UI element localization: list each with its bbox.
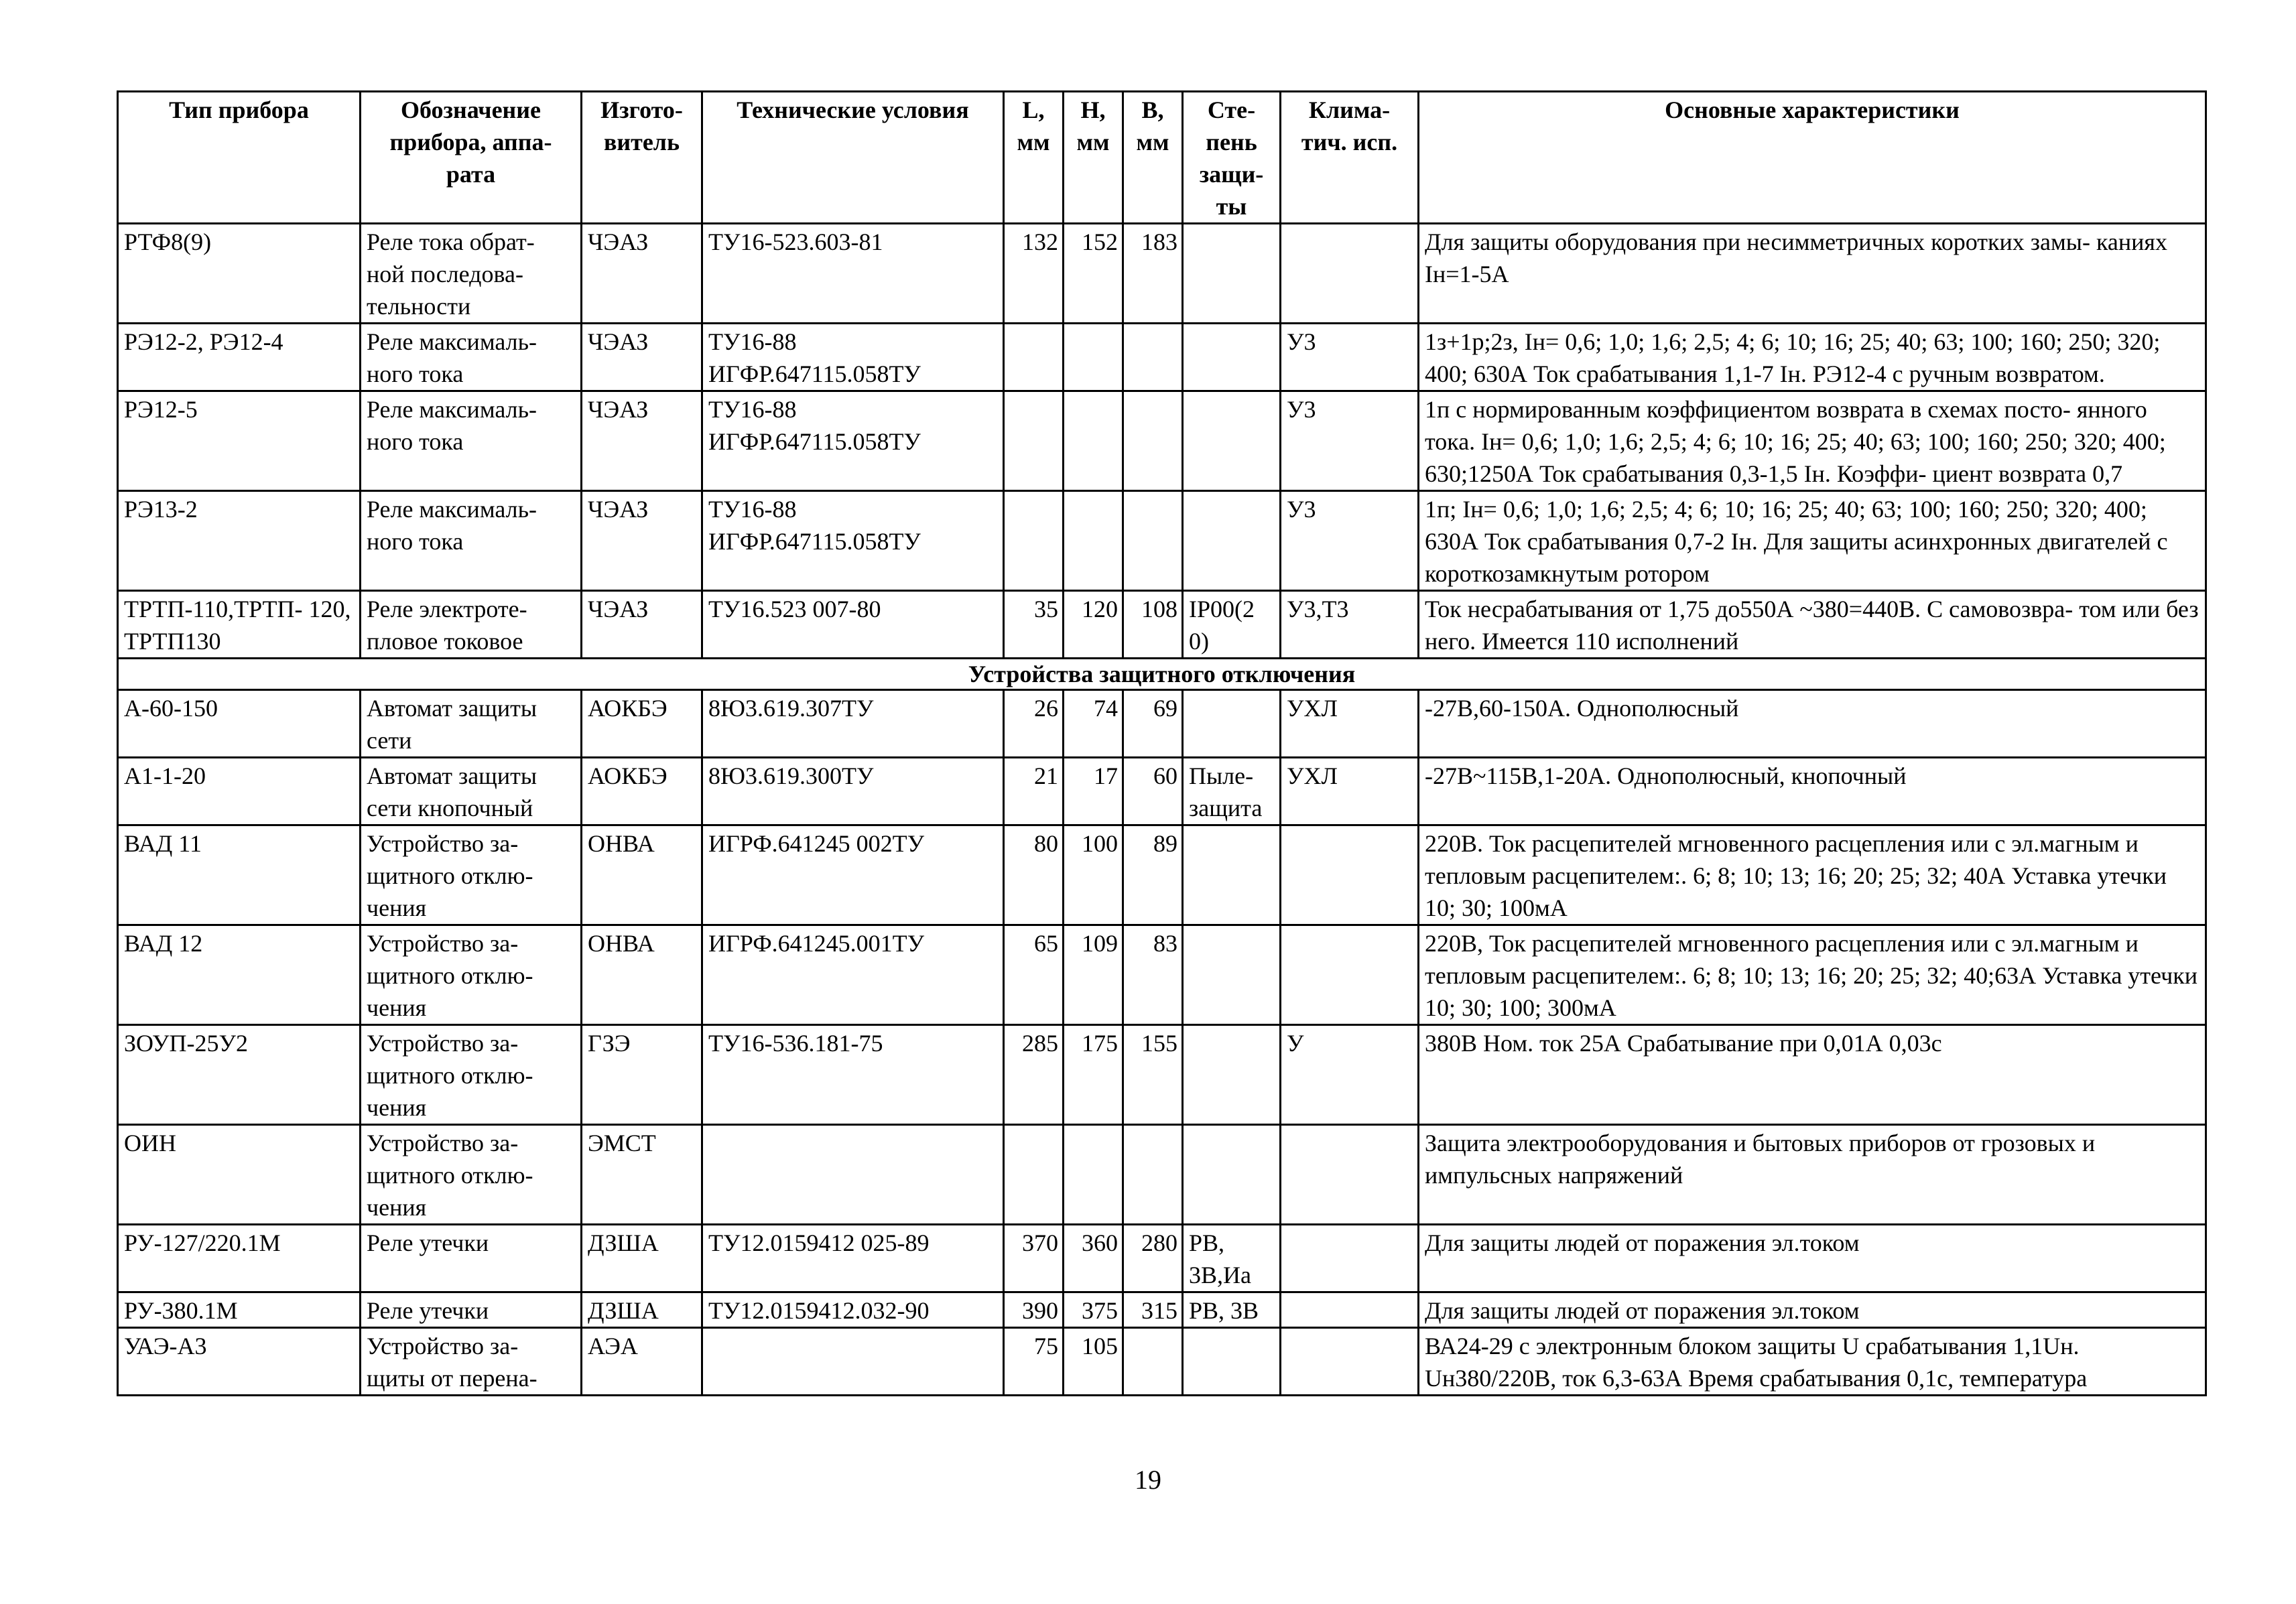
specs-table bbox=[117, 90, 2207, 1396]
cell-climate bbox=[1281, 1328, 1419, 1396]
cell-b bbox=[1123, 391, 1183, 491]
cell-tech-conditions: ТУ16-88 ИГФР.647115.058ТУ bbox=[702, 391, 1004, 491]
cell-characteristics: 380В Ном. ток 25А Срабатывание при 0,01А 0,03с bbox=[1419, 1025, 2206, 1125]
cell-type: РТФ8(9) bbox=[118, 224, 361, 324]
cell-tech-conditions: 8Ю3.619.300ТУ bbox=[702, 758, 1004, 825]
cell-climate bbox=[1281, 925, 1419, 1025]
cell-h: 100 bbox=[1064, 825, 1123, 925]
cell-protection bbox=[1183, 925, 1281, 1025]
section-title: Устройства защитного отключения bbox=[118, 659, 2206, 690]
cell-h: 120 bbox=[1064, 591, 1123, 659]
cell-manufacturer: ЧЭАЗ bbox=[582, 224, 702, 324]
cell-manufacturer: ОНВА bbox=[582, 825, 702, 925]
cell-designation: Устройство за- щитного отклю- чения bbox=[361, 925, 582, 1025]
cell-characteristics: 1з+1р;2з, Iн= 0,6; 1,0; 1,6; 2,5; 4; 6; 10; 16; 25; 40; 63; 100; 160; 250; 320; 400; 630А Ток срабатывания 1,1-7 Iн. РЭ12-4 с ручным возвратом. bbox=[1419, 324, 2206, 391]
cell-designation: Реле тока обрат- ной последова- тельности bbox=[361, 224, 582, 324]
header-b: B, мм bbox=[1123, 92, 1183, 224]
cell-type: ОИН bbox=[118, 1125, 361, 1225]
table-row bbox=[118, 324, 2206, 391]
cell-climate: У3 bbox=[1281, 324, 1419, 391]
cell-b: 108 bbox=[1123, 591, 1183, 659]
cell-characteristics: Для защиты оборудования при несимметричных коротких замы- каниях Iн=1-5А bbox=[1419, 224, 2206, 324]
cell-climate bbox=[1281, 1292, 1419, 1328]
cell-tech-conditions: ТУ12.0159412.032-90 bbox=[702, 1292, 1004, 1328]
header-type: Тип прибора bbox=[118, 92, 361, 224]
table-row bbox=[118, 591, 2206, 659]
cell-l: 370 bbox=[1004, 1225, 1064, 1292]
cell-tech-conditions: ТУ16-88 ИГФР.647115.058ТУ bbox=[702, 491, 1004, 591]
page-number: 19 bbox=[1135, 1465, 1161, 1495]
cell-l: 80 bbox=[1004, 825, 1064, 925]
cell-protection: РВ, 3В bbox=[1183, 1292, 1281, 1328]
cell-tech-conditions: 8Ю3.619.307ТУ bbox=[702, 690, 1004, 758]
cell-manufacturer: ДЗША bbox=[582, 1292, 702, 1328]
cell-tech-conditions: ИГРФ.641245 002ТУ bbox=[702, 825, 1004, 925]
cell-l bbox=[1004, 1125, 1064, 1225]
cell-protection bbox=[1183, 690, 1281, 758]
cell-climate bbox=[1281, 825, 1419, 925]
cell-designation: Автомат защиты сети кнопочный bbox=[361, 758, 582, 825]
cell-climate: У3 bbox=[1281, 491, 1419, 591]
cell-b: 89 bbox=[1123, 825, 1183, 925]
cell-l: 21 bbox=[1004, 758, 1064, 825]
cell-type: А-60-150 bbox=[118, 690, 361, 758]
cell-climate: У bbox=[1281, 1025, 1419, 1125]
header-l: L, мм bbox=[1004, 92, 1064, 224]
cell-b: 155 bbox=[1123, 1025, 1183, 1125]
cell-b: 69 bbox=[1123, 690, 1183, 758]
cell-protection bbox=[1183, 1125, 1281, 1225]
table-row bbox=[118, 758, 2206, 825]
cell-manufacturer: ЧЭАЗ bbox=[582, 324, 702, 391]
cell-protection bbox=[1183, 1328, 1281, 1396]
cell-l bbox=[1004, 324, 1064, 391]
table-row bbox=[118, 391, 2206, 491]
cell-tech-conditions: ТУ16-523.603-81 bbox=[702, 224, 1004, 324]
cell-h bbox=[1064, 324, 1123, 391]
header-h: H, мм bbox=[1064, 92, 1123, 224]
cell-tech-conditions bbox=[702, 1328, 1004, 1396]
cell-manufacturer: АОКБЭ bbox=[582, 758, 702, 825]
cell-h: 74 bbox=[1064, 690, 1123, 758]
cell-type: А1-1-20 bbox=[118, 758, 361, 825]
cell-characteristics: 220В. Ток расцепителей мгновенного расцепления или с эл.магным и тепловым расцепителем:. 6; 8; 10; 13; 16; 20; 25; 32; 40А Уставка утечки 10; 30; 100мА bbox=[1419, 825, 2206, 925]
cell-characteristics: -27В~115В,1-20А. Однополюсный, кнопочный bbox=[1419, 758, 2206, 825]
table-row bbox=[118, 491, 2206, 591]
cell-manufacturer: АОКБЭ bbox=[582, 690, 702, 758]
cell-manufacturer: ОНВА bbox=[582, 925, 702, 1025]
table-row bbox=[118, 1125, 2206, 1225]
cell-h: 360 bbox=[1064, 1225, 1123, 1292]
cell-l: 390 bbox=[1004, 1292, 1064, 1328]
table-row bbox=[118, 1225, 2206, 1292]
cell-l: 75 bbox=[1004, 1328, 1064, 1396]
header-characteristics: Основные характеристики bbox=[1419, 92, 2206, 224]
cell-type: РЭ12-5 bbox=[118, 391, 361, 491]
cell-manufacturer: ГЗЭ bbox=[582, 1025, 702, 1125]
cell-b bbox=[1123, 491, 1183, 591]
cell-designation: Реле электроте- пловое токовое bbox=[361, 591, 582, 659]
cell-characteristics: 1п с нормированным коэффициентом возврата в схемах посто- янного тока. Iн= 0,6; 1,0; 1,6; 2,5; 4; 6; 10; 16; 25; 40; 63; 100; 160; 250; 320; 400; 630;1250А Ток срабатывания 0,3-1,5 Iн. Коэффи- циент возврата 0,7 bbox=[1419, 391, 2206, 491]
cell-tech-conditions: ИГРФ.641245.001ТУ bbox=[702, 925, 1004, 1025]
cell-tech-conditions bbox=[702, 1125, 1004, 1225]
cell-characteristics: ВА24-29 с электронным блоком защиты U срабатывания 1,1Uн. Uн380/220В, ток 6,3-63А Время срабатывания 0,1с, температура bbox=[1419, 1328, 2206, 1396]
cell-protection bbox=[1183, 825, 1281, 925]
cell-type: РУ-127/220.1М bbox=[118, 1225, 361, 1292]
cell-h: 375 bbox=[1064, 1292, 1123, 1328]
cell-protection bbox=[1183, 391, 1281, 491]
relay-rows bbox=[118, 224, 2206, 659]
cell-l: 26 bbox=[1004, 690, 1064, 758]
cell-protection bbox=[1183, 491, 1281, 591]
cell-protection: Пыле- защита bbox=[1183, 758, 1281, 825]
cell-designation: Устройство за- щитного отклю- чения bbox=[361, 1025, 582, 1125]
cell-characteristics: -27В,60-150А. Однополюсный bbox=[1419, 690, 2206, 758]
cell-l: 132 bbox=[1004, 224, 1064, 324]
cell-h: 105 bbox=[1064, 1328, 1123, 1396]
cell-climate: УХЛ bbox=[1281, 758, 1419, 825]
cell-h bbox=[1064, 391, 1123, 491]
header-protection: Сте- пень защи- ты bbox=[1183, 92, 1281, 224]
cell-l: 35 bbox=[1004, 591, 1064, 659]
cell-h: 17 bbox=[1064, 758, 1123, 825]
cell-l bbox=[1004, 491, 1064, 591]
cell-b bbox=[1123, 1125, 1183, 1225]
cell-manufacturer: ЧЭАЗ bbox=[582, 491, 702, 591]
cell-designation: Реле максималь- ного тока bbox=[361, 391, 582, 491]
cell-protection: IP00(2 0) bbox=[1183, 591, 1281, 659]
cell-l bbox=[1004, 391, 1064, 491]
cell-b: 280 bbox=[1123, 1225, 1183, 1292]
cell-b bbox=[1123, 1328, 1183, 1396]
cell-designation: Реле максималь- ного тока bbox=[361, 491, 582, 591]
table-row bbox=[118, 224, 2206, 324]
table-row bbox=[118, 690, 2206, 758]
cell-manufacturer: ДЗША bbox=[582, 1225, 702, 1292]
cell-characteristics: 220В, Ток расцепителей мгновенного расцепления или с эл.магным и тепловым расцепителем:. 6; 8; 10; 13; 16; 20; 25; 32; 40;63А Уставка утечки 10; 30; 100; 300мА bbox=[1419, 925, 2206, 1025]
cell-climate: У3,Т3 bbox=[1281, 591, 1419, 659]
cell-protection: РВ, 3В,Иа bbox=[1183, 1225, 1281, 1292]
cell-tech-conditions: ТУ16.523 007-80 bbox=[702, 591, 1004, 659]
section-row bbox=[118, 659, 2206, 690]
cell-h: 152 bbox=[1064, 224, 1123, 324]
cell-climate bbox=[1281, 224, 1419, 324]
cell-climate: УХЛ bbox=[1281, 690, 1419, 758]
cell-characteristics: 1п; Iн= 0,6; 1,0; 1,6; 2,5; 4; 6; 10; 16; 25; 40; 63; 100; 160; 250; 320; 400; 630А Ток срабатывания 0,7-2 Iн. Для защиты асинхронных двигателей с короткозамкнутым ротором bbox=[1419, 491, 2206, 591]
cell-protection bbox=[1183, 324, 1281, 391]
cell-b: 83 bbox=[1123, 925, 1183, 1025]
cell-designation: Устройство за- щитного отклю- чения bbox=[361, 825, 582, 925]
cell-type: УАЭ-А3 bbox=[118, 1328, 361, 1396]
cell-designation: Реле максималь- ного тока bbox=[361, 324, 582, 391]
cell-manufacturer: ЭМСТ bbox=[582, 1125, 702, 1225]
header-manufacturer: Изгото- витель bbox=[582, 92, 702, 224]
cell-b: 60 bbox=[1123, 758, 1183, 825]
protective-device-rows bbox=[118, 690, 2206, 1396]
cell-b: 315 bbox=[1123, 1292, 1183, 1328]
cell-designation: Реле утечки bbox=[361, 1292, 582, 1328]
header-row bbox=[118, 92, 2206, 224]
cell-designation: Устройство за- щиты от перена- bbox=[361, 1328, 582, 1396]
table-row bbox=[118, 1292, 2206, 1328]
cell-characteristics: Для защиты людей от поражения эл.током bbox=[1419, 1225, 2206, 1292]
cell-climate: У3 bbox=[1281, 391, 1419, 491]
cell-designation: Реле утечки bbox=[361, 1225, 582, 1292]
cell-tech-conditions: ТУ12.0159412 025-89 bbox=[702, 1225, 1004, 1292]
cell-type: РЭ13-2 bbox=[118, 491, 361, 591]
cell-b: 183 bbox=[1123, 224, 1183, 324]
cell-designation: Автомат защиты сети bbox=[361, 690, 582, 758]
cell-characteristics: Ток несрабатывания от 1,75 до550А ~380=440В. С самовозвра- том или без него. Имеется 110 исполнений bbox=[1419, 591, 2206, 659]
cell-characteristics: Для защиты людей от поражения эл.током bbox=[1419, 1292, 2206, 1328]
cell-l: 65 bbox=[1004, 925, 1064, 1025]
table-row bbox=[118, 925, 2206, 1025]
cell-manufacturer: ЧЭАЗ bbox=[582, 591, 702, 659]
cell-climate bbox=[1281, 1225, 1419, 1292]
cell-type: ВАД 11 bbox=[118, 825, 361, 925]
cell-l: 285 bbox=[1004, 1025, 1064, 1125]
section-row-group bbox=[118, 659, 2206, 690]
table-row bbox=[118, 1025, 2206, 1125]
cell-designation: Устройство за- щитного отклю- чения bbox=[361, 1125, 582, 1225]
cell-type: ЗОУП-25У2 bbox=[118, 1025, 361, 1125]
cell-type: ВАД 12 bbox=[118, 925, 361, 1025]
cell-protection bbox=[1183, 1025, 1281, 1125]
cell-h: 109 bbox=[1064, 925, 1123, 1025]
cell-h bbox=[1064, 491, 1123, 591]
cell-h bbox=[1064, 1125, 1123, 1225]
cell-protection bbox=[1183, 224, 1281, 324]
header-climate: Клима- тич. исп. bbox=[1281, 92, 1419, 224]
table-row bbox=[118, 825, 2206, 925]
cell-tech-conditions: ТУ16-536.181-75 bbox=[702, 1025, 1004, 1125]
cell-type: ТРТП-110,ТРТП- 120, ТРТП130 bbox=[118, 591, 361, 659]
cell-tech-conditions: ТУ16-88 ИГФР.647115.058ТУ bbox=[702, 324, 1004, 391]
cell-manufacturer: АЭА bbox=[582, 1328, 702, 1396]
cell-characteristics: Защита электрооборудования и бытовых приборов от грозовых и импульсных напряжений bbox=[1419, 1125, 2206, 1225]
cell-climate bbox=[1281, 1125, 1419, 1225]
header-tech-conditions: Технические условия bbox=[702, 92, 1004, 224]
cell-h: 175 bbox=[1064, 1025, 1123, 1125]
cell-b bbox=[1123, 324, 1183, 391]
table-row bbox=[118, 1328, 2206, 1396]
cell-type: РЭ12-2, РЭ12-4 bbox=[118, 324, 361, 391]
cell-type: РУ-380.1М bbox=[118, 1292, 361, 1328]
header-designation: Обозначение прибора, аппа- рата bbox=[361, 92, 582, 224]
cell-manufacturer: ЧЭАЗ bbox=[582, 391, 702, 491]
